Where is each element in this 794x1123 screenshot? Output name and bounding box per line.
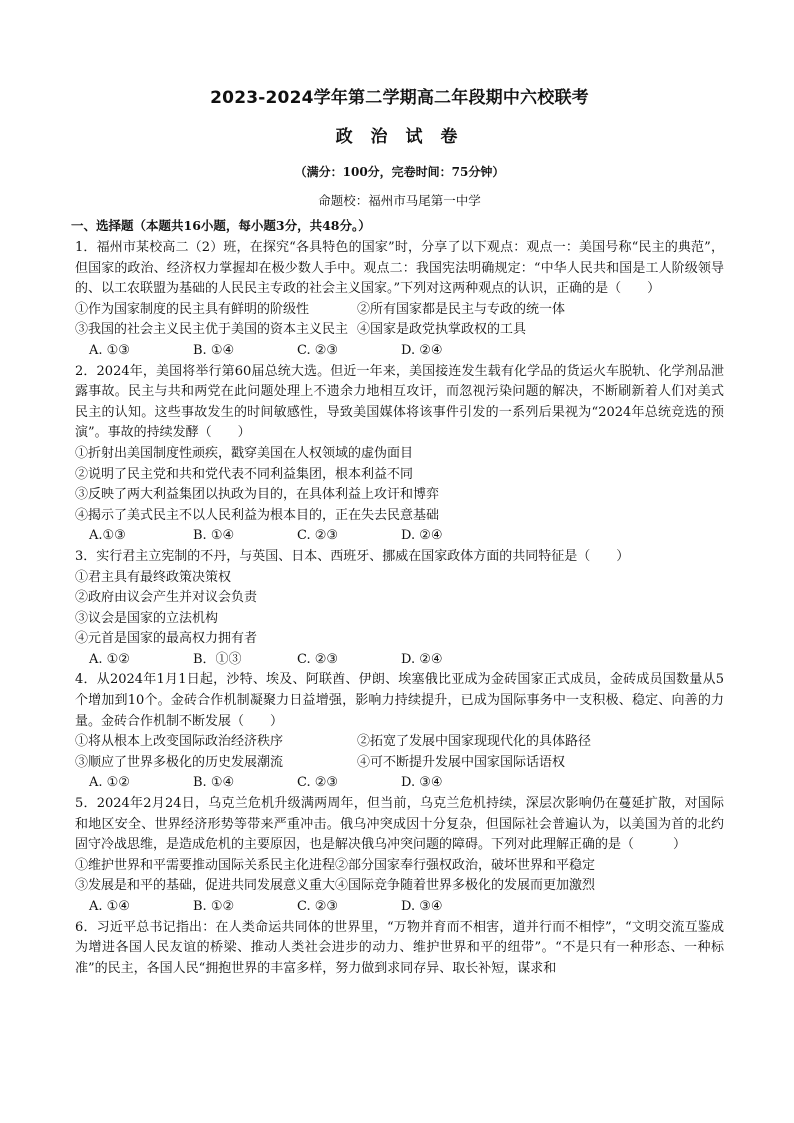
option: ②所有国家都是民主与专政的统一体 [357,301,566,317]
answer-choice: A.①③ [89,528,126,544]
option: ③议会是国家的立法机构 [75,610,219,626]
answer-choice: D. ③④ [401,775,443,791]
answer-choice: B. ①② [193,899,235,914]
question-2 [75,362,724,547]
answer-choice: C. ②③ [297,528,339,544]
answer-row [89,897,724,918]
exam-school: 命题校：福州市马尾第一中学 [318,193,481,208]
answer-choice: D. ②④ [401,651,443,667]
option-row [75,320,724,341]
option-row [75,732,724,753]
answer-row [89,773,724,794]
option: ③发展是和平的基础，促进共同发展意义重大④国际竞争随着世界多极化的发展而更加激烈 [75,878,596,894]
option-row [75,753,724,774]
question-stem: 1．福州市某校高二（2）班，在探究“各具特色的国家”时，分享了以下观点：观点一：美国号称“民主的典范”，但国家的政治、经济权力掌握却在极少数人手中。观点二：我国宪法明确规定：“中华人民共和国是工人阶级领导的、以工农联盟为基础的人民民主专政的社会主义国家。”下列对这两种观点的认识，正确的是（ ） [75,240,724,297]
answer-row [89,650,724,671]
option-row [75,300,724,321]
option: ③我国的社会主义民主优于美国的资本主义民主 [75,322,349,338]
option: ③顺应了世界多极化的历史发展潮流 [75,754,284,770]
option: ③反映了两大利益集团以执政为目的，在具体利益上攻讦和博弈 [75,487,440,503]
answer-row [89,341,724,362]
answer-choice: C. ②③ [297,775,339,791]
option: ④元首是国家的最高权力拥有者 [75,631,258,647]
question-1 [75,238,724,362]
option: ①维护世界和平需要推动国际关系民主化进程②部分国家奉行强权政治，破坏世界和平稳定 [75,857,596,873]
answer-row [89,526,724,547]
answer-choice: B. ①④ [193,342,235,358]
option: ①将从根本上改变国际政治经济秩序 [75,734,284,750]
answer-choice: C. ②③ [297,342,339,358]
option: ①作为国家制度的民主具有鲜明的阶级性 [75,301,310,317]
answer-choice: D. ②④ [401,528,443,544]
answer-choice: B. ①④ [193,528,235,544]
option: ④揭示了美式民主不以人民利益为根本目的，正在失去民意基础 [75,507,440,523]
exam-subtitle: 政 治 试 卷 [335,127,464,147]
option: ②拓宽了发展中国家现现代化的具体路径 [357,734,592,750]
answer-choice: B. ①④ [193,775,235,791]
question-stem: 4．从2024年1月1日起，沙特、埃及、阿联酋、伊朗、埃塞俄比亚成为金砖国家正式成员，金砖成员国数量从5个增加到10个。金砖合作机制凝聚力日益增强，影响力持续提升，已成为国际事务中一支积极、稳定、向善的力量。金砖合作机制不断发展（ ） [75,672,724,729]
option: ②政府由议会产生并对议会负责 [75,590,258,606]
question-stem: 6．习近平总书记指出：在人类命运共同体的世界里，“万物并育而不相害，道并行而不相悖”，“文明交流互鉴成为增进各国人民友谊的桥梁、推动人类社会进步的动力、维护世界和平的纽带”。“不是只有一种形态、一种标准”的民主，各国人民“拥抱世界的丰富多样，努力做到求同存异、取长补短，谋求和 [75,919,724,976]
question-5 [75,794,724,918]
question-stem: 3．实行君主立宪制的不丹，与英国、日本、西班牙、挪威在国家政体方面的共同特征是（ ） [75,548,630,564]
answer-choice: D. ③④ [401,899,443,914]
answer-choice: A. ①② [89,775,130,791]
section-title: 一、选择题（本题共16小题，每小题3分，共48分。） [71,218,371,233]
question-4 [75,670,724,794]
option: ④可不断提升发展中国家国际话语权 [357,754,566,770]
answer-choice: B．①③ [193,651,242,667]
question-3 [75,547,724,671]
option: ①折射出美国制度性顽疾，戳穿美国在人权领域的虚伪面目 [75,445,414,461]
exam-title: 2023-2024学年第二学期高二年段期中六校联考 [210,88,589,108]
question-stem: 5．2024年2月24日，乌克兰危机升级满两周年，但当前，乌克兰危机持续，深层次影响仍在蔓延扩散，对国际和地区安全、世界经济形势等带来严重冲击。俄乌冲突成因十分复杂，但国际社会普遍认为，以美国为首的北约固守冷战思维，是造成危机的主要原因，也是解决俄乌冲突问题的障碍。下列对此理解正确的是（ ） [75,796,724,853]
option: ④国家是政党执掌政权的工具 [357,322,527,338]
answer-choice: A. ①② [89,651,130,667]
answer-choice: C. ②③ [297,899,339,914]
answer-choice: D. ②④ [401,342,443,358]
answer-choice: C. ②③ [297,651,339,667]
option: ②说明了民主党和共和党代表不同利益集团，根本利益不同 [75,466,414,482]
option: ①君主具有最终政策决策权 [75,569,232,585]
answer-choice: A. ①④ [89,899,130,914]
question-stem: 2．2024年，美国将举行第60届总统大选。但近一年来，美国接连发生载有化学品的货运火车脱轨、化学剂品泄露事故。民主与共和两党在此问题处理上不遗余力地相互攻讦，而忽视污染问题的解决，不断刷新着人们对美式民主的认知。这些事故发生的时间敏感性，导致美国媒体将该事件引发的一系列后果视为“2024年总统竞选的预演”。事故的持续发酵（ ） [75,363,724,441]
question-6 [75,918,724,980]
exam-meta: （满分：100分，完卷时间：75分钟） [294,165,505,179]
answer-choice: A. ①③ [89,342,130,358]
